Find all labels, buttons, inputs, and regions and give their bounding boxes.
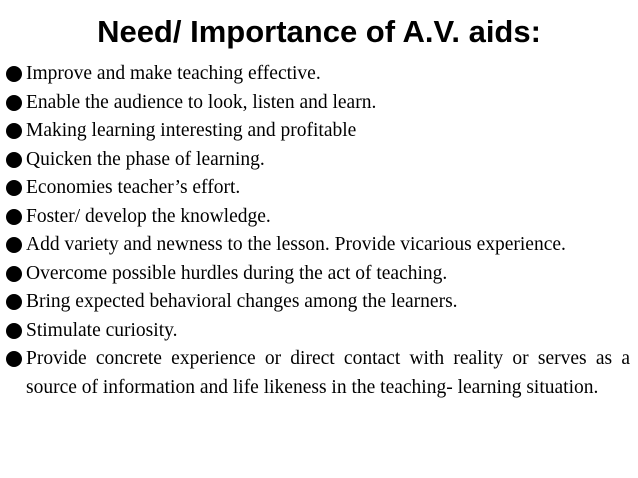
list-item-text: Overcome possible hurdles during the act of teaching. [26, 262, 448, 284]
bullet-icon [6, 266, 22, 282]
bullet-icon [6, 152, 22, 168]
bullet-icon [6, 351, 22, 367]
list-item-text: Quicken the phase of learning. [26, 148, 265, 170]
list-item-text: Provide concrete experience or direct contact with reality or serves as a source of information and life likeness in the teaching- learning situation. [26, 348, 630, 398]
list-item [0, 89, 638, 118]
slide-title: Need/ Importance of A.V. aids: [97, 14, 541, 49]
list-item-text: Add variety and newness to the lesson. Provide vicarious experience. [26, 234, 566, 255]
bullet-icon [6, 180, 22, 196]
list-item [0, 203, 638, 232]
list-item-text: Bring expected behavioral changes among the learners. [26, 291, 458, 312]
bullet-icon [6, 209, 22, 225]
bullet-list [0, 60, 638, 402]
list-item [0, 288, 638, 317]
list-item [0, 174, 638, 203]
list-item-text: Making learning interesting and profitable [26, 120, 357, 141]
list-item-text: Foster/ develop the knowledge. [26, 205, 271, 227]
list-item [0, 260, 638, 289]
bullet-icon [6, 237, 22, 253]
list-item [0, 146, 638, 175]
bullet-icon [6, 95, 22, 111]
list-item [0, 60, 638, 89]
list-item [0, 317, 638, 346]
bullet-icon [6, 123, 22, 139]
bullet-icon [6, 66, 22, 82]
list-item [0, 345, 638, 402]
bullet-icon [6, 294, 22, 310]
list-item-text: Improve and make teaching effective. [26, 63, 321, 84]
bullet-icon [6, 323, 22, 339]
list-item-text: Economies teacher’s effort. [26, 177, 241, 198]
list-item-text: Stimulate curiosity. [26, 319, 178, 341]
list-item-text: Enable the audience to look, listen and learn. [26, 91, 377, 113]
list-item [0, 117, 638, 146]
list-item [0, 231, 638, 260]
